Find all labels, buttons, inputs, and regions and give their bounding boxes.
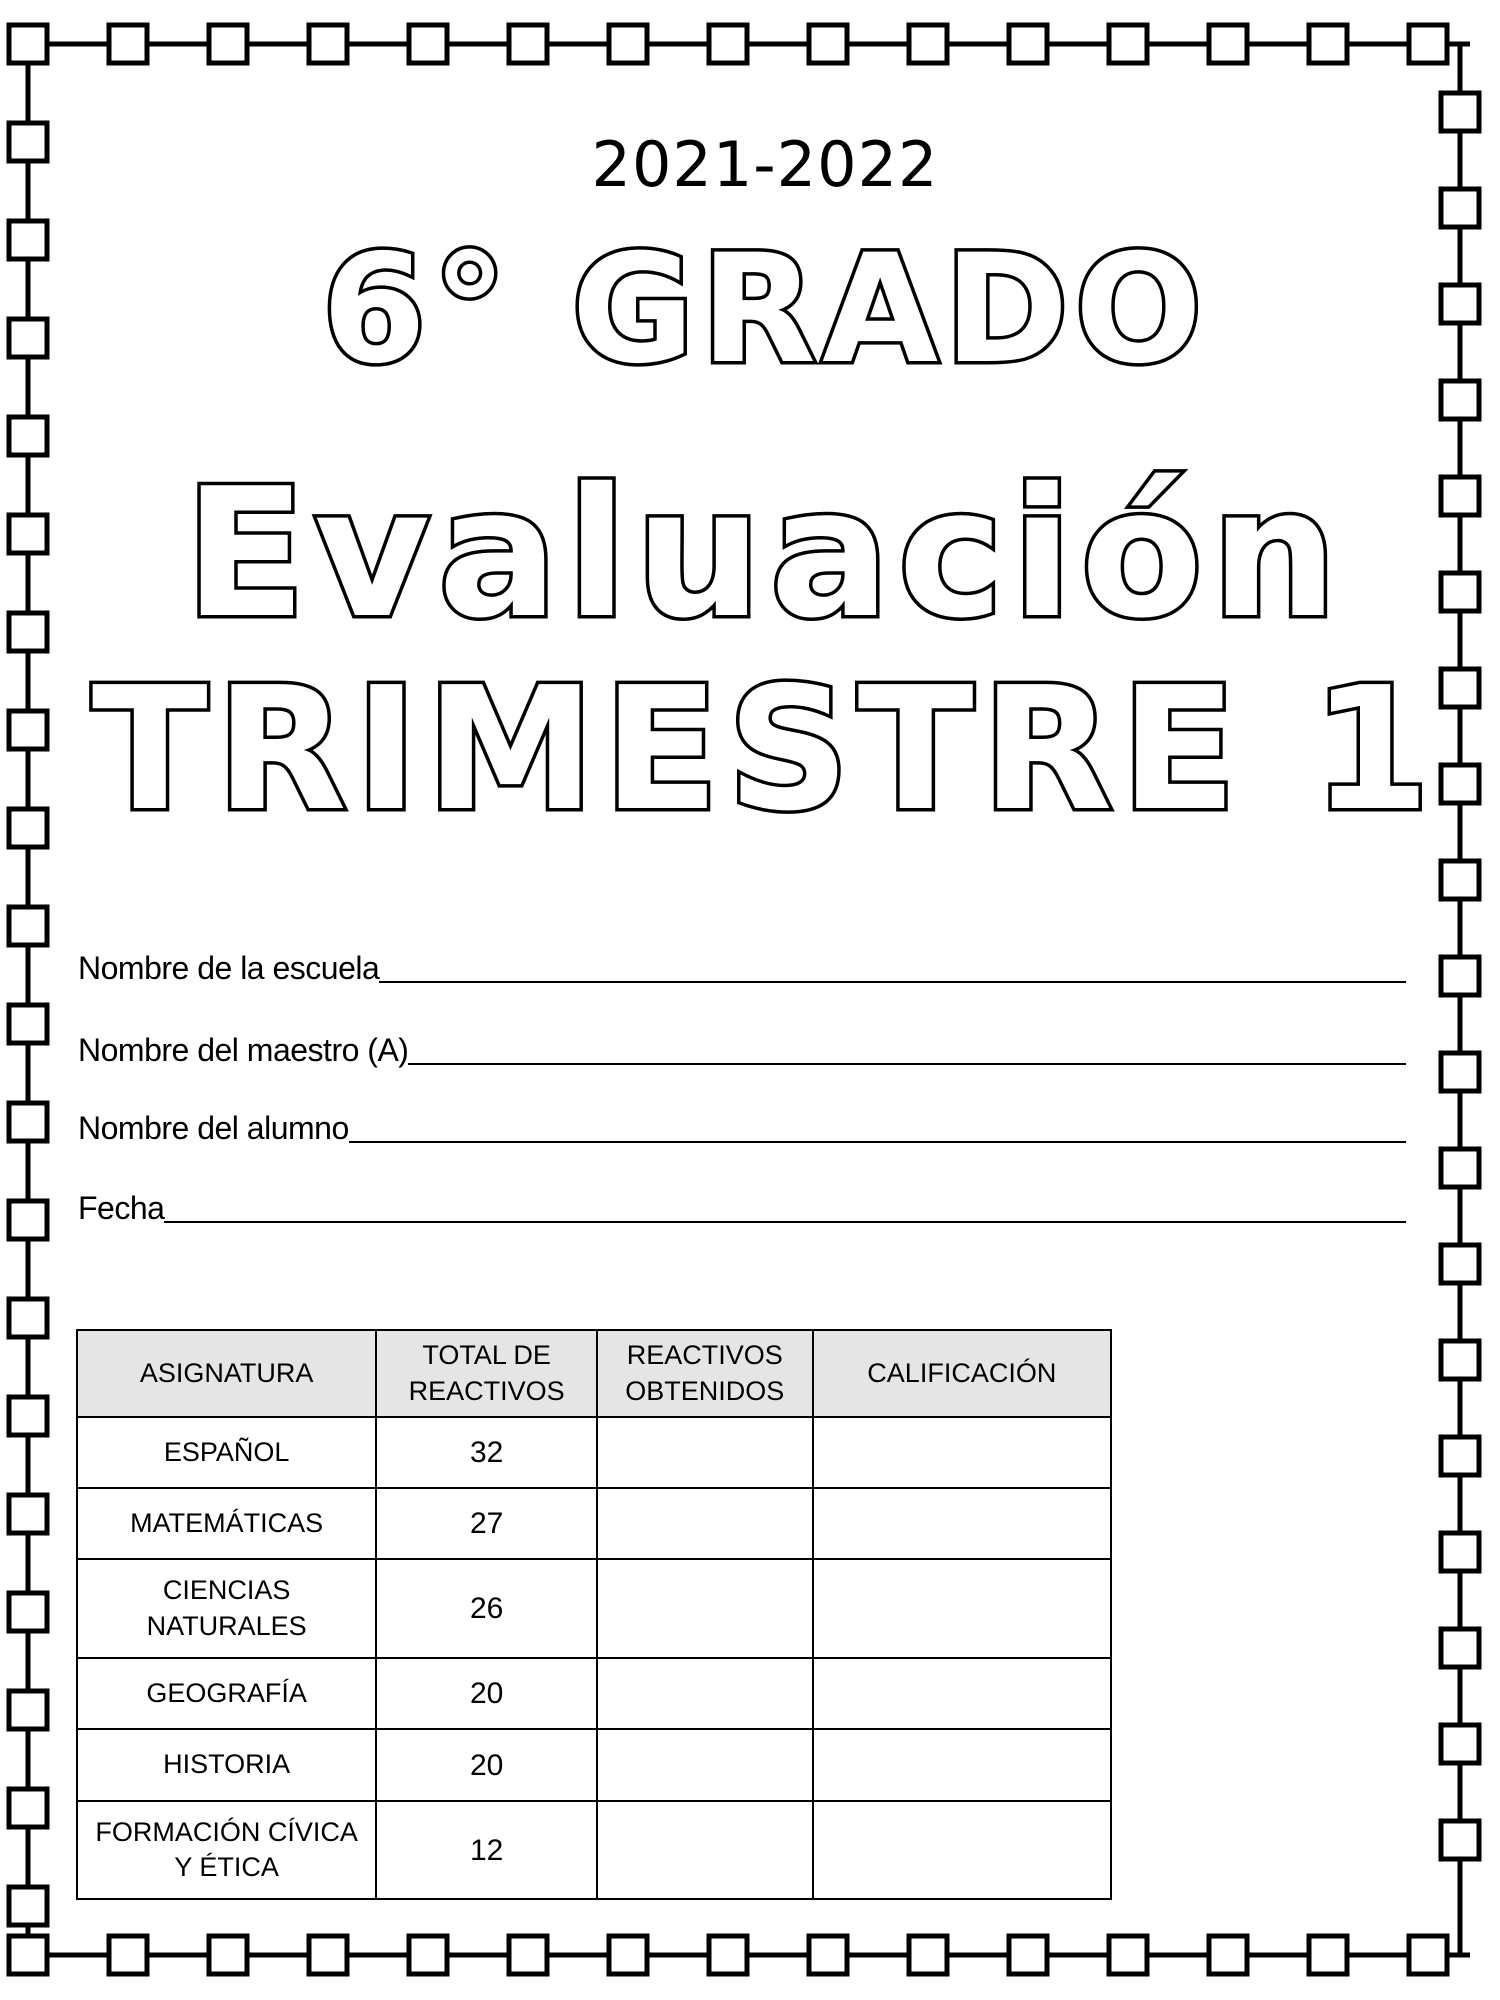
border-link-left (9, 1103, 47, 1141)
border-link-top (1409, 25, 1447, 63)
border-link-bottom (709, 1936, 747, 1974)
obtained-cell[interactable] (597, 1729, 813, 1801)
student-name-field[interactable] (78, 1110, 1406, 1147)
border-link-top (609, 25, 647, 63)
border-link-left (9, 1887, 47, 1925)
subject-cell: MATEMÁTICAS (77, 1488, 376, 1559)
subject-cell: GEOGRAFÍA (77, 1658, 376, 1729)
border-link-top (109, 25, 147, 63)
border-link-bottom (209, 1936, 247, 1974)
teacher-name-label: Nombre del maestro (A) (78, 1032, 409, 1068)
student-name-label: Nombre del alumno (78, 1110, 349, 1146)
date-label: Fecha (78, 1190, 165, 1226)
total-cell: 32 (376, 1417, 597, 1488)
school-name-line[interactable] (379, 981, 1406, 983)
grade-cell[interactable] (813, 1801, 1111, 1899)
date-line[interactable] (164, 1221, 1406, 1223)
table-row (77, 1488, 1111, 1559)
border-link-right (1441, 93, 1479, 131)
obtained-cell[interactable] (597, 1417, 813, 1488)
grade-title: 6° GRADO (321, 223, 1209, 397)
border-link-bottom (809, 1936, 847, 1974)
border-link-bottom (109, 1936, 147, 1974)
total-cell: 26 (376, 1559, 597, 1658)
border-link-left (9, 1495, 47, 1533)
border-link-top (209, 25, 247, 63)
border-link-right (1441, 861, 1479, 899)
total-cell: 20 (376, 1729, 597, 1801)
grade-cell[interactable] (813, 1559, 1111, 1658)
subject-cell: CIENCIAS NATURALES (77, 1559, 376, 1658)
border-link-bottom (309, 1936, 347, 1974)
border-link-left (9, 1593, 47, 1631)
border-link-left (9, 417, 47, 455)
border-link-right (1441, 1725, 1479, 1763)
obtained-cell[interactable] (597, 1801, 813, 1899)
grade-cell[interactable] (813, 1729, 1111, 1801)
border-link-bottom (1309, 1936, 1347, 1974)
table-header-row (77, 1330, 1111, 1417)
table-row (77, 1658, 1111, 1729)
total-cell: 12 (376, 1801, 597, 1899)
teacher-name-field[interactable] (78, 1032, 1406, 1069)
border-link-top (809, 25, 847, 63)
total-cell: 20 (376, 1658, 597, 1729)
border-link-bottom (1409, 1936, 1447, 1974)
border-link-bottom (9, 1936, 47, 1974)
border-link-right (1441, 1821, 1479, 1859)
border-link-left (9, 907, 47, 945)
subject-cell: FORMACIÓN CÍVICA Y ÉTICA (77, 1801, 376, 1899)
student-name-line[interactable] (349, 1141, 1406, 1143)
border-link-top (9, 25, 47, 63)
border-link-top (1009, 25, 1047, 63)
border-link-top (309, 25, 347, 63)
subject-cell: HISTORIA (77, 1729, 376, 1801)
border-link-bottom (1009, 1936, 1047, 1974)
term-title: TRIMESTRE 1 (91, 651, 1439, 849)
school-year: 2021-2022 (591, 128, 939, 201)
obtained-cell[interactable] (597, 1559, 813, 1658)
school-name-field[interactable] (78, 950, 1406, 987)
grade-cell[interactable] (813, 1658, 1111, 1729)
total-cell: 27 (376, 1488, 597, 1559)
border-link-bottom (1109, 1936, 1147, 1974)
border-link-left (9, 1299, 47, 1337)
border-link-right (1441, 1437, 1479, 1475)
header-grade: CALIFICACIÓN (813, 1330, 1111, 1417)
border-link-left (9, 1691, 47, 1729)
border-link-top (1209, 25, 1247, 63)
table-row (77, 1559, 1111, 1658)
header-subject: ASIGNATURA (77, 1330, 376, 1417)
border-link-top (709, 25, 747, 63)
border-link-right (1441, 1533, 1479, 1571)
subject-cell: ESPAÑOL (77, 1417, 376, 1488)
school-name-label: Nombre de la escuela (78, 950, 380, 986)
border-link-top (1109, 25, 1147, 63)
border-link-bottom (909, 1936, 947, 1974)
border-link-bottom (409, 1936, 447, 1974)
table-row (77, 1729, 1111, 1801)
border-link-right (1441, 1245, 1479, 1283)
border-link-right (1441, 1149, 1479, 1187)
table-row (77, 1801, 1111, 1899)
date-field[interactable] (78, 1190, 1406, 1227)
border-link-bottom (509, 1936, 547, 1974)
obtained-cell[interactable] (597, 1658, 813, 1729)
evaluation-title: Evaluación (184, 450, 1346, 657)
border-link-left (9, 1005, 47, 1043)
border-link-top (909, 25, 947, 63)
border-link-top (409, 25, 447, 63)
teacher-name-line[interactable] (408, 1063, 1406, 1065)
border-link-right (1441, 957, 1479, 995)
border-link-right (1441, 1629, 1479, 1667)
table-row (77, 1417, 1111, 1488)
border-link-left (9, 1397, 47, 1435)
border-link-right (1441, 1053, 1479, 1091)
border-link-left (9, 1789, 47, 1827)
border-link-bottom (1209, 1936, 1247, 1974)
grade-cell[interactable] (813, 1417, 1111, 1488)
obtained-cell[interactable] (597, 1488, 813, 1559)
border-link-top (509, 25, 547, 63)
header-total: TOTAL DE REACTIVOS (376, 1330, 597, 1417)
border-link-left (9, 1201, 47, 1239)
border-link-top (1309, 25, 1347, 63)
grade-cell[interactable] (813, 1488, 1111, 1559)
header-obtained: REACTIVOS OBTENIDOS (597, 1330, 813, 1417)
grades-table (76, 1329, 1112, 1900)
border-link-bottom (609, 1936, 647, 1974)
border-link-right (1441, 381, 1479, 419)
border-link-right (1441, 1341, 1479, 1379)
